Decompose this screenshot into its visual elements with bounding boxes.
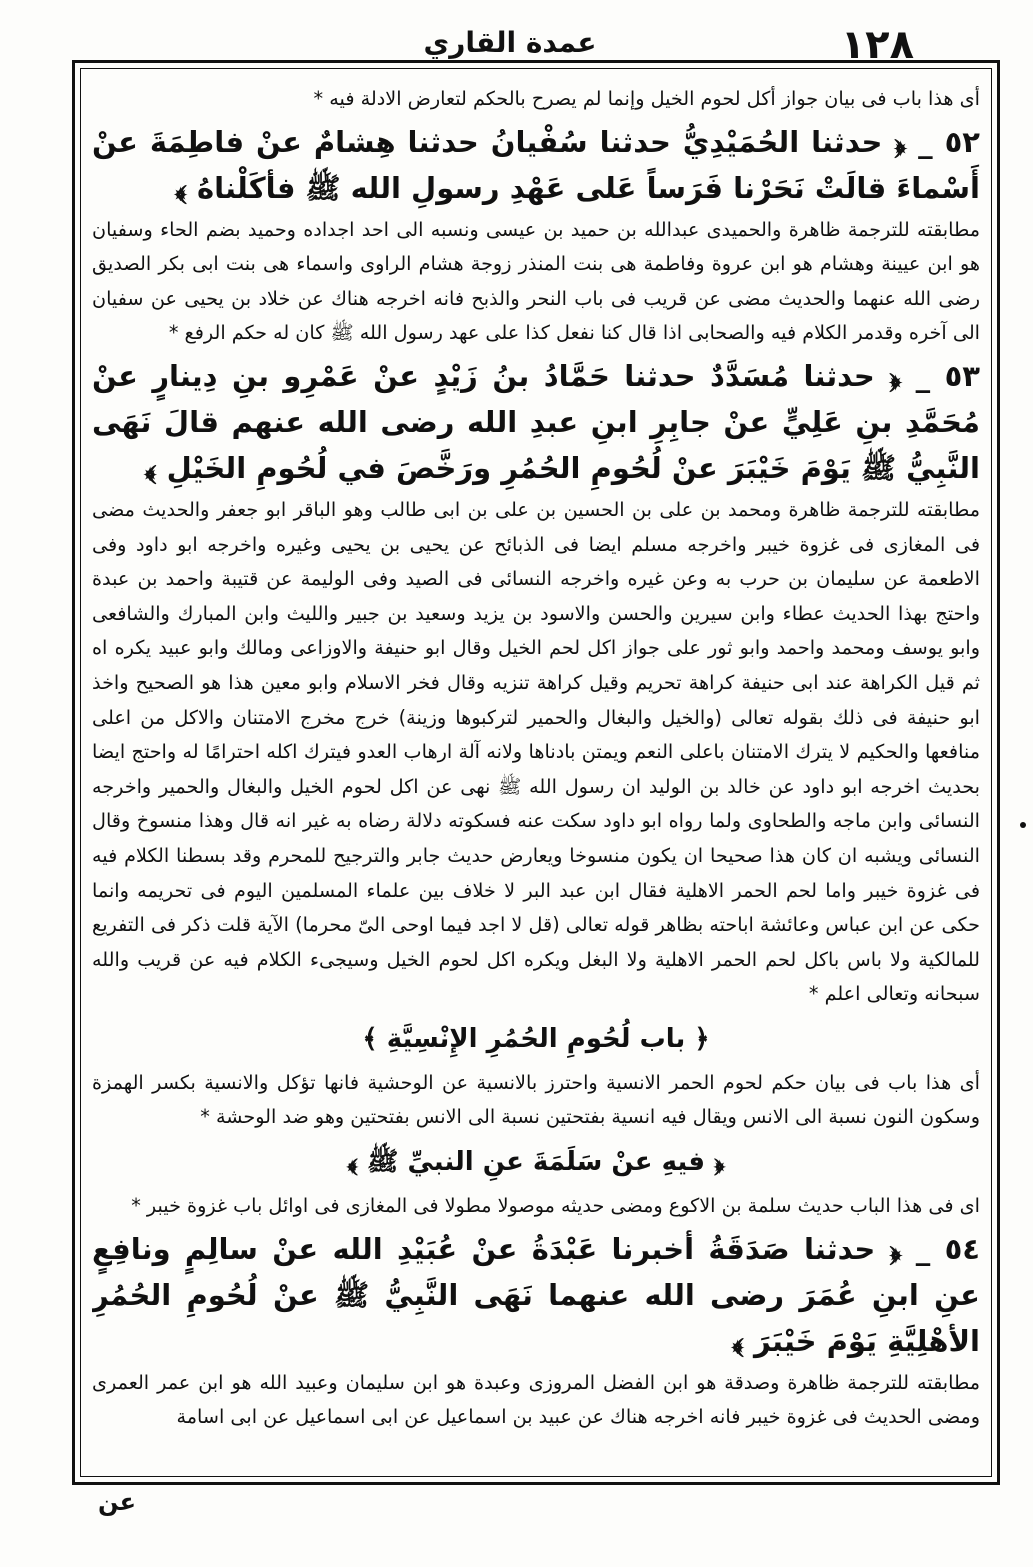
hadith-53: ٥٣ _ ﴿ حدثنا مُسَدَّدٌ حدثنا حَمَّادُ بنُ زَيْدٍ عنْ عَمْرِو بنِ دِينارٍ عنْ مُحَمَّدِ بنِ عَلِيٍّ عنْ جابِرِ ابنِ عبدِ الله رضى الله عنهم قالَ نَهَى النَّبِيُّ ﷺ يَوْمَ خَيْبَرَ عنْ لُحُومِ الحُمُرِ ورَخَّصَ في لُحُومِ الخَيْلِ ﴾	[92, 358, 980, 485]
chapter-heading: ﴿ باب لُحُومِ الحُمُرِ الإِنْسِيَّةِ ﴾	[362, 1023, 710, 1054]
catchword: عن	[98, 1488, 136, 1516]
margin-mark	[1020, 822, 1026, 828]
page-number: ١٢٨	[840, 22, 914, 68]
commentary-52: مطابقته للترجمة ظاهرة والحميدى عبدالله بن حميد بن عيسى ونسبه الى احد اجداده وحميد بضم الحاء وسفيان هو ابن عيينة وهشام هو ابن عروة وفاطمة هى بنت المنذر زوجة هشام الراوى واسماء هى بنت ابى بكر الصديق رضى الله عنهما والحديث مضى عن قريب فى باب النحر والذبح فانه اخرجه هناك عن خلاد بن يحيى عن سفيان الى آخره وقدمر الكلام فيه والصحابى اذا قال كنا نفعل كذا على عهد رسول الله ﷺ كان له حكم الرفع *	[92, 217, 980, 345]
sub-heading-commentary: اى فى هذا الباب حديث سلمة بن الاكوع ومضى حديثه موصولا مطولا فى المغازى فى اوائل باب غزوة خيبر *	[131, 1194, 980, 1218]
chapter-commentary: أى هذا باب فى بيان جواز أكل لحوم الخيل وإنما لم يصرح بالحكم لتعارض الادلة فيه *	[313, 87, 980, 110]
sub-heading: ﴿ فيهِ عنْ سَلَمَةَ عنِ النبيِّ ﷺ ﴾	[347, 1147, 725, 1178]
hadith-52: ٥٢ _ ﴿ حدثنا الحُمَيْدِيُّ حدثنا سُفْيانُ حدثنا هِشامٌ عنْ فاطِمَةَ عنْ أَسْماءَ قالَتْ نَحَرْنا فَرَساً عَلى عَهْدِ رسولِ الله ﷺ فأكَلْناهُ ﴾	[92, 124, 980, 205]
page-body	[92, 82, 980, 1472]
commentary-54: مطابقته للترجمة ظاهرة وصدقة هو ابن الفضل المروزى وعبدة هو ابن سليمان وعبيد الله هو ابن عمر العمرى ومضى الحديث فى غزوة خيبر فانه اخرجه هناك عن عبيد بن اسماعيل عن ابى اسماعيل عن ابى اسامة	[92, 1370, 980, 1429]
chapter-heading-commentary: أى هذا باب فى بيان حكم لحوم الحمر الانسية واحترز بالانسية عن الوحشية فانها تؤكل والانسية بكسر الهمزة وسكون النون نسبة الى الانس ويقال فيه انسية بفتحتين نسبة الى الانس بفتحتين وهو ضد الوحشة *	[92, 1070, 980, 1129]
commentary-53: مطابقته للترجمة ظاهرة ومحمد بن على بن الحسين بن على بن ابى طالب وهو الباقر ابو جعفر والحديث مضى فى المغازى فى غزوة خيبر واخرجه مسلم ايضا فى الذبائح عن يحيى بن يحيى وغيره واخرجه ابو داود وفى الاطعمة عن سليمان بن حرب به وعن غيره واخرجه النسائى فى الصيد وفى الوليمة عن قتيبة واحمد بن عبدة واحتج بهذا الحديث عطاء وابن سيرين والحسن والاسود بن يزيد وسعيد بن جبير والليث وابن المبارك والشافعى وابو يوسف ومحمد واحمد وابو ثور على جواز اكل لحم الخيل وقال ابو حنيفة والاوزاعى ومالك وابو عبيد يكره اه ثم قيل الكراهة عند ابى حنيفة كراهة تحريم وقيل كراهة تنزيه وقال فخر الاسلام وابو معين هذا هو الصحيح واخذ ابو حنيفة فى ذلك بقوله تعالى (والخيل والبغال والحمير لتركبوها وزينة) خرج مخرج الامتنان والاكل من اعلى منافعها والحكيم لا يترك الامتنان باعلى النعم ويمتن بادناها ولانه آلة ارهاب العدو فيترك اكله احترامًا له واحتج ايضا بحديث اخرجه ابو داود عن خالد بن الوليد ان رسول الله ﷺ نهى عن اكل لحوم الخيل والبغال والحمير واخرجه النسائى وابن ماجه والطحاوى ولما رواه ابو داود سكت عنه فسكوته دلالة رضاه به غير انه قال وهذا منسوخ وقال النسائى ويشبه ان كان هذا صحيحا ان يكون منسوخا ويعارض حديث جابر والترجيح للمحرم وقد بسطنا الكلام فيه فى غزوة خيبر واما لحم الحمر الاهلية فقال ابن عبد البر لا خلاف بين علماء المسلمين اليوم فى تحريمه وانما حكى عن ابن عباس وعائشة اباحته بظاهر قوله تعالى (قل لا اجد فيما اوحى الىّ محرما) الآية قلت ذكر فى التفريع للمالكية ولا باس باكل لحم الحمر الاهلية ولا البغل ويكره اكل لحوم الخيل وسيجىء الكلام فيه عن قريب والله سبحانه وتعالى اعلم *	[92, 497, 980, 1006]
hadith-54: ٥٤ _ ﴿ حدثنا صَدَقَةُ أخبرنا عَبْدَةُ عنْ عُبَيْدِ الله عنْ سالِمٍ ونافِعٍ عنِ ابنِ عُمَرَ رضى الله عنهما نَهَى النَّبِيُّ ﷺ عنْ لُحُومِ الحُمُرِ الأهْلِيَّةِ يَوْمَ خَيْبَرَ ﴾	[92, 1231, 980, 1358]
running-title: عمدة القاري	[423, 26, 597, 59]
